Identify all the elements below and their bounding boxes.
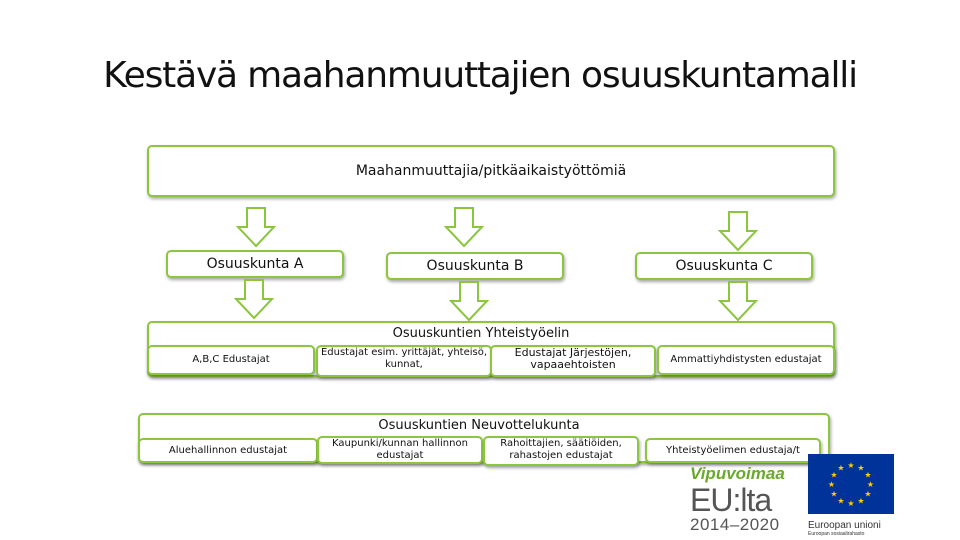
arrow-down-icon [449, 282, 489, 322]
svg-text:★: ★ [864, 470, 872, 480]
negotiation-member [138, 438, 318, 463]
cooperative-b-label: Osuuskunta B [426, 258, 524, 274]
joint-body-member-label: Edustajat esim. yrittäjät, yhteisö, kunnat, [320, 347, 488, 370]
target-group-box [147, 145, 835, 197]
cooperative-b-box [386, 252, 564, 280]
vipuvoimaa-logo-line1: Vipuvoimaa [690, 464, 785, 483]
eu-logo-subtext: Euroopan sosiaalirahasto [808, 531, 865, 537]
joint-body-member [657, 345, 835, 375]
negotiation-member [483, 436, 639, 466]
joint-body-member [147, 345, 315, 375]
vipuvoimaa-logo-line3: 2014–2020 [690, 515, 780, 534]
svg-text:★: ★ [866, 480, 875, 489]
svg-text:★: ★ [830, 489, 838, 499]
negotiation-member-label: Aluehallinnon edustajat [168, 444, 288, 456]
negotiation-body-title: Osuuskuntien Neuvottelukunta [378, 418, 580, 433]
svg-text:★: ★ [847, 499, 855, 508]
joint-body-title: Osuuskuntien Yhteistyöelin [392, 326, 570, 341]
target-group-label: Maahanmuuttajia/pitkäaikaistyöttömiä [355, 163, 627, 179]
vipuvoimaa-logo [690, 464, 810, 540]
svg-text:★: ★ [857, 463, 865, 473]
eu-logo [808, 454, 894, 540]
svg-text:★: ★ [827, 480, 836, 489]
svg-text:★: ★ [847, 461, 855, 470]
cooperative-c-label: Osuuskunta C [675, 258, 773, 274]
arrow-down-icon [234, 280, 274, 320]
joint-body-member-label: A,B,C Edustajat [192, 354, 270, 365]
joint-body-member-label: Ammattiyhdistysten edustajat [670, 354, 822, 365]
arrow-down-icon [718, 282, 758, 322]
cooperative-a-box [166, 250, 344, 278]
arrow-down-icon [718, 212, 758, 252]
eu-logo-text: Euroopan unioni [808, 520, 881, 531]
cooperative-a-label: Osuuskunta A [206, 256, 304, 272]
negotiation-member-label: Yhteistyöelimen edustaja/t [666, 444, 800, 456]
negotiation-member-label: Kaupunki/kunnan hallinnon edustajat [332, 438, 468, 461]
cooperative-c-box [635, 252, 813, 280]
negotiation-member-label: Rahoittajien, säätiöiden, rahastojen edustajat [500, 438, 622, 461]
vipuvoimaa-logo-line2: EU:lta [690, 482, 772, 518]
page-title: Kestävä maahanmuuttajien osuuskuntamalli [103, 55, 857, 96]
svg-text:★: ★ [830, 470, 838, 480]
joint-body-member [490, 345, 656, 377]
eu-flag-icon [808, 454, 894, 514]
joint-body-member-label: Edustajat Järjestöjen, vapaaehtoisten [514, 346, 632, 371]
negotiation-member [645, 438, 821, 463]
arrow-down-icon [236, 208, 276, 248]
svg-text:★: ★ [864, 489, 872, 499]
svg-text:★: ★ [837, 496, 845, 506]
negotiation-member [317, 436, 483, 464]
joint-body-member [316, 345, 492, 377]
svg-text:★: ★ [837, 463, 845, 473]
svg-text:★: ★ [857, 496, 865, 506]
arrow-down-icon [444, 208, 484, 248]
